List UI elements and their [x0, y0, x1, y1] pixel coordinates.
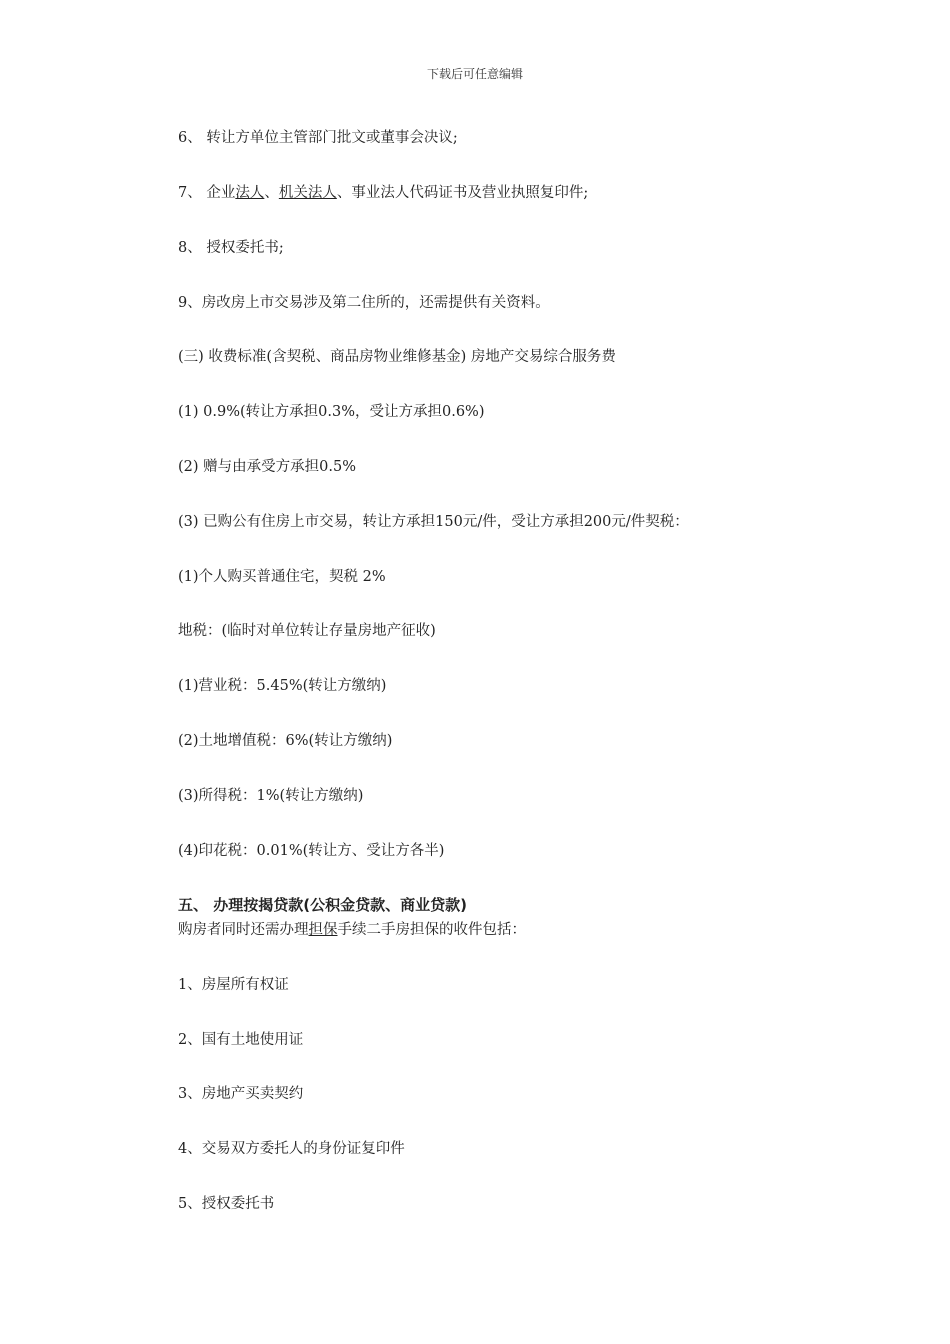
text-line: (3)所得税：1%(转让方缴纳)	[178, 788, 364, 804]
text-line: (1) 0.9%(转让方承担0.3%，受让方承担0.6%)	[178, 404, 485, 420]
list-item: 4、交易双方委托人的身份证复印件	[178, 1141, 405, 1157]
text-span: 购房者同时还需办理	[178, 922, 309, 938]
link-legal-person[interactable]: 法人	[235, 185, 265, 201]
text-line: 6、 转让方单位主管部门批文或董事会决议;	[178, 130, 458, 146]
text-line: (2) 赠与由承受方承担0.5%	[178, 459, 356, 475]
text-line: (三) 收费标准(含契税、商品房物业维修基金) 房地产交易综合服务费	[178, 349, 616, 365]
text-span: 、	[264, 185, 279, 201]
list-item: 1、房屋所有权证	[178, 977, 289, 993]
page-header: 下载后可任意编辑	[426, 67, 523, 81]
list-item: 2、国有土地使用证	[178, 1032, 304, 1048]
text-line: 9、房改房上市交易涉及第二住所的，还需提供有关资料。	[178, 295, 550, 311]
list-item: 5、授权委托书	[178, 1196, 275, 1212]
text-line: (3) 已购公有住房上市交易，转让方承担150元/件，受让方承担200元/件契税：	[178, 514, 689, 530]
text-span: 7、 企业	[178, 185, 236, 201]
text-line	[178, 183, 588, 203]
text-line: 地税：(临时对单位转让存量房地产征收)	[178, 623, 436, 639]
text-line: (4)印花税：0.01%(转让方、受让方各半)	[178, 843, 445, 859]
link-guarantee[interactable]: 担保	[308, 922, 338, 938]
section-heading: 五、 办理按揭贷款(公积金贷款、商业贷款)	[178, 896, 467, 914]
text-line: 8、 授权委托书;	[178, 240, 284, 256]
link-government-legal-person[interactable]: 机关法人	[278, 185, 337, 201]
text-line: (1)个人购买普通住宅，契税 2%	[178, 569, 386, 585]
text-span: 、事业法人代码证书及营业执照复印件;	[336, 185, 589, 201]
text-line	[178, 920, 526, 940]
text-line: (2)土地增值税：6%(转让方缴纳)	[178, 733, 393, 749]
text-line: (1)营业税：5.45%(转让方缴纳)	[178, 678, 387, 694]
text-span: 手续二手房担保的收件包括：	[337, 922, 526, 938]
list-item: 3、房地产买卖契约	[178, 1086, 304, 1102]
